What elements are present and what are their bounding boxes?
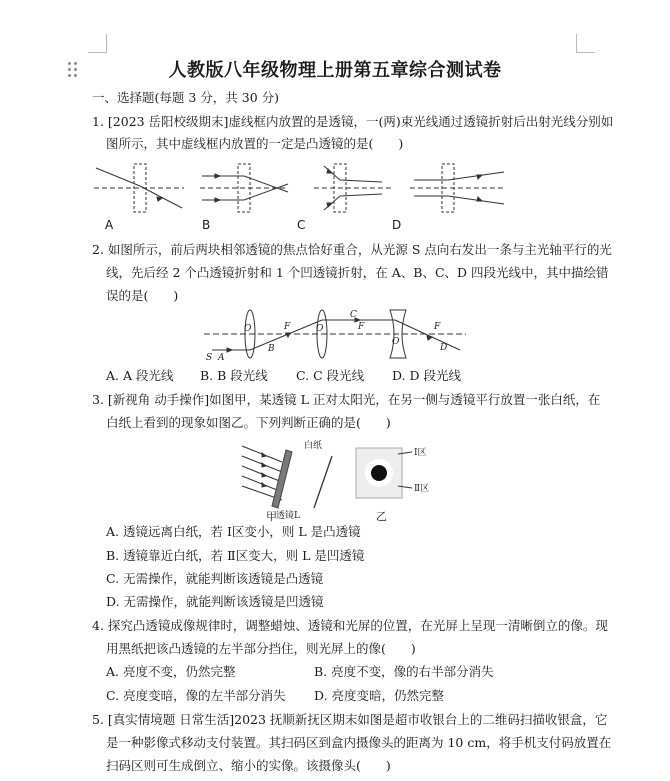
- q3-label-paper: 白纸: [304, 441, 323, 451]
- q2-label-o1: O: [244, 324, 252, 334]
- q3-line2: 白纸上看到的现象如图乙。下列判断正确的是( ): [106, 415, 391, 430]
- q5-line1: 5. [真实情境题 日常生活]2023 抚顺新抚区期末如图是超市收银台上的二维码扫描收银盒，它: [92, 712, 608, 727]
- q1-label-a: A: [105, 218, 114, 232]
- q3-label-zone1: Ⅰ区: [414, 448, 427, 458]
- section-heading: 一、选择题(每题 3 分，共 30 分): [92, 90, 280, 105]
- q2-line3: 误的是( ): [106, 288, 179, 303]
- q1-line2: 图所示，其中虚线框内放置的一定是凸透镜的是( ): [106, 136, 404, 151]
- page-corner-mark-left: [88, 34, 107, 53]
- q2-label-c: C: [350, 310, 357, 320]
- page-title: 人教版八年级物理上册第五章综合测试卷: [168, 60, 502, 81]
- q3-label-jia: 甲: [266, 510, 277, 523]
- q3-label-lens: 透镜L: [276, 511, 300, 520]
- q4-option-d[interactable]: D. 亮度变暗，仍然完整: [314, 688, 445, 703]
- q1-label-d: D: [392, 218, 402, 232]
- q4-line1: 4. 探究凸透镜成像规律时，调整蜡烛、透镜和光屏的位置，在光屏上呈现一清晰倒立的像。现: [92, 618, 608, 633]
- q4-option-b[interactable]: B. 亮度不变，像的右半部分消失: [314, 664, 494, 679]
- q2-label-o3: O: [392, 337, 400, 347]
- q4-option-c[interactable]: C. 亮度变暗，像的左半部分消失: [106, 688, 286, 703]
- q3-option-b[interactable]: B. 透镜靠近白纸，若 Ⅱ区变大，则 L 是凹透镜: [106, 548, 365, 563]
- q2-lens-diagram: [200, 306, 470, 364]
- q3-line1: 3. [新视角 动手操作]如图甲，某透镜 L 正对太阳光，在另一侧与透镜平行放置一张白纸，在: [92, 392, 601, 407]
- q2-label-f3: F: [434, 322, 441, 332]
- q1-line1: 1. [2023 岳阳校级期末]虚线框内放置的是透镜，一(两)束光线通过透镜折射后出射光线分别如: [92, 114, 614, 129]
- q2-option-b[interactable]: B. B 段光线: [200, 368, 268, 383]
- q2-label-d: D: [440, 343, 448, 353]
- q1-label-b: B: [202, 218, 211, 232]
- page-corner-mark-right: [576, 34, 595, 53]
- q2-label-s: S: [206, 353, 213, 363]
- q1-label-c: C: [297, 218, 306, 232]
- q2-line1: 2. 如图所示，前后两块相邻透镜的焦点恰好重合，从光源 S 点向右发出一条与主光轴平行的光: [92, 242, 612, 257]
- q2-option-c[interactable]: C. C 段光线: [296, 368, 365, 383]
- q2-label-f1: F: [284, 322, 291, 332]
- q2-line2: 线，先后经 2 个凸透镜折射和 1 个凹透镜折射，在 A、B、C、D 四段光线中，其中描绘错: [106, 265, 609, 280]
- q2-option-a[interactable]: A. A 段光线: [106, 368, 174, 383]
- q2-label-f2: F: [358, 322, 365, 332]
- q2-label-b: B: [268, 344, 275, 354]
- q3-option-c[interactable]: C. 无需操作，就能判断该透镜是凸透镜: [106, 571, 324, 586]
- q3-option-d[interactable]: D. 无需操作，就能判断该透镜是凹透镜: [106, 594, 324, 609]
- q5-line2: 是一种影像式移动支付装置。其扫码区到盒内摄像头的距离为 10 cm，将手机支付码放置在: [106, 735, 612, 750]
- q3-option-a[interactable]: A. 透镜远离白纸，若 Ⅰ区变小，则 L 是凸透镜: [106, 524, 361, 539]
- q1-diagrams: [92, 158, 512, 220]
- q3-label-zone2: Ⅱ区: [414, 484, 430, 494]
- q4-line2: 用黑纸把该凸透镜的左半部分挡住，则光屏上的像( ): [106, 641, 416, 656]
- q2-label-a: A: [218, 353, 225, 363]
- q2-label-o2: O: [316, 324, 324, 334]
- q4-option-a[interactable]: A. 亮度不变，仍然完整: [106, 664, 236, 679]
- q5-line3: 扫码区则可生成倒立、缩小的实像。该摄像头( ): [106, 758, 391, 773]
- q3-label-yi: 乙: [376, 510, 387, 523]
- q2-option-d[interactable]: D. D 段光线: [392, 368, 462, 383]
